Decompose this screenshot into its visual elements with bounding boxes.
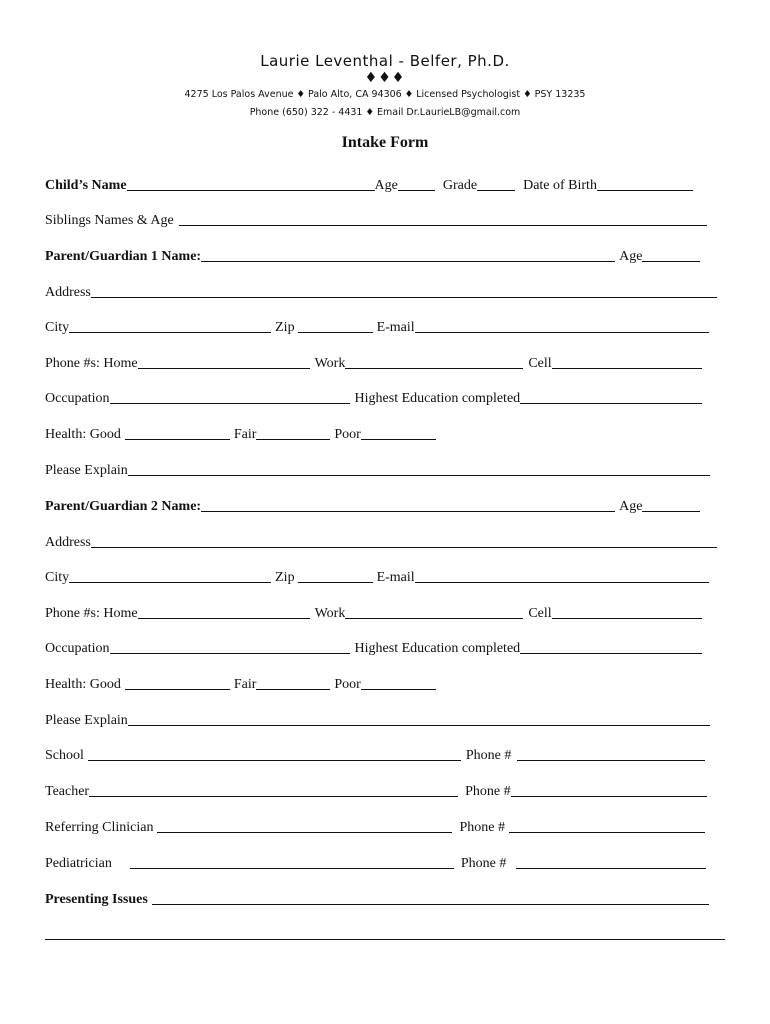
parent1-poor-label: Poor bbox=[334, 427, 361, 442]
row-referring-clinician bbox=[45, 816, 705, 836]
parent1-education-label: Highest Education completed bbox=[354, 391, 521, 406]
parent2-age-field[interactable] bbox=[642, 511, 700, 512]
row-parent1-city bbox=[45, 316, 709, 336]
teacher-phone-label: Phone # bbox=[465, 784, 511, 799]
parent1-occupation-field[interactable] bbox=[110, 403, 350, 404]
teacher-label: Teacher bbox=[45, 784, 90, 799]
parent1-fair-label: Fair bbox=[233, 427, 257, 442]
referring-clinician-field[interactable] bbox=[157, 832, 452, 833]
parent2-name-field[interactable] bbox=[201, 511, 615, 512]
parent1-name-field[interactable] bbox=[201, 261, 615, 262]
row-parent1-phones bbox=[45, 352, 702, 372]
row-parent2-health bbox=[45, 673, 436, 693]
parent1-address-label: Address bbox=[45, 285, 91, 300]
parent1-zip-label: Zip bbox=[275, 320, 295, 335]
row-parent2-explain bbox=[45, 709, 710, 729]
parent1-address-field[interactable] bbox=[91, 297, 717, 298]
presenting-issues-field[interactable] bbox=[152, 904, 709, 905]
parent1-cell-label: Cell bbox=[528, 356, 552, 371]
row-parent1-explain bbox=[45, 459, 710, 479]
row-parent1-address bbox=[45, 281, 717, 301]
row-school bbox=[45, 744, 705, 764]
grade-field[interactable] bbox=[477, 190, 515, 191]
parent2-email-field[interactable] bbox=[415, 582, 709, 583]
school-field[interactable] bbox=[88, 760, 461, 761]
child-age-label: Age bbox=[374, 178, 398, 193]
address-license-line: 4275 Los Palos Avenue ♦ Palo Alto, CA 94306 ♦ Licensed Psychologist ♦ PSY 13235 bbox=[184, 89, 586, 100]
row-parent1-name bbox=[45, 245, 700, 265]
parent2-health-good-field[interactable] bbox=[125, 689, 230, 690]
parent2-phone-home-field[interactable] bbox=[138, 618, 310, 619]
teacher-phone-field[interactable] bbox=[511, 796, 707, 797]
parent2-occupation-field[interactable] bbox=[110, 653, 350, 654]
parent2-age-label: Age bbox=[619, 499, 643, 514]
parent2-city-label: City bbox=[45, 570, 70, 585]
parent1-city-field[interactable] bbox=[69, 332, 271, 333]
parent2-fair-field[interactable] bbox=[256, 689, 330, 690]
practitioner-name: Laurie Leventhal - Belfer, Ph.D. bbox=[260, 52, 510, 70]
parent1-explain-label: Please Explain bbox=[45, 463, 128, 478]
pediatrician-field[interactable] bbox=[130, 868, 454, 869]
row-presenting-issues bbox=[45, 888, 709, 908]
teacher-field[interactable] bbox=[89, 796, 458, 797]
parent1-zip-field[interactable] bbox=[298, 332, 373, 333]
row-parent2-occupation bbox=[45, 637, 702, 657]
parent1-health-good-field[interactable] bbox=[125, 439, 230, 440]
parent1-age-label: Age bbox=[619, 249, 643, 264]
parent2-address-field[interactable] bbox=[91, 547, 717, 548]
contact-line: Phone (650) 322 - 4431 ♦ Email Dr.LaurieLB@gmail.com bbox=[249, 107, 521, 118]
childs-name-label: Child’s Name bbox=[45, 178, 127, 193]
childs-name-field[interactable] bbox=[127, 190, 375, 191]
parent1-health-good-label: Health: Good bbox=[45, 427, 121, 442]
parent2-occupation-label: Occupation bbox=[45, 641, 110, 656]
parent2-city-field[interactable] bbox=[69, 582, 271, 583]
parent2-education-label: Highest Education completed bbox=[354, 641, 521, 656]
siblings-label: Siblings Names & Age bbox=[45, 213, 174, 228]
parent1-education-field[interactable] bbox=[520, 403, 702, 404]
parent1-age-field[interactable] bbox=[642, 261, 700, 262]
parent2-poor-label: Poor bbox=[334, 677, 361, 692]
grade-label: Grade bbox=[442, 178, 478, 193]
parent2-work-label: Work bbox=[314, 606, 346, 621]
parent1-phone-home-label: Phone #s: Home bbox=[45, 356, 138, 371]
pediatrician-phone-field[interactable] bbox=[516, 868, 706, 869]
parent1-email-label: E-mail bbox=[376, 320, 415, 335]
row-child-info bbox=[45, 174, 693, 194]
parent1-poor-field[interactable] bbox=[361, 439, 436, 440]
school-phone-label: Phone # bbox=[465, 748, 512, 763]
parent1-work-label: Work bbox=[314, 356, 346, 371]
parent2-cell-label: Cell bbox=[528, 606, 552, 621]
form-title: Intake Form bbox=[341, 134, 429, 151]
row-parent2-address bbox=[45, 531, 717, 551]
school-label: School bbox=[45, 748, 84, 763]
parent2-poor-field[interactable] bbox=[361, 689, 436, 690]
parent2-cell-field[interactable] bbox=[552, 618, 702, 619]
date-of-birth-field[interactable] bbox=[597, 190, 693, 191]
row-parent1-health bbox=[45, 423, 436, 443]
presenting-issues-continuation-line[interactable] bbox=[45, 939, 725, 940]
parent2-phone-home-label: Phone #s: Home bbox=[45, 606, 138, 621]
pediatrician-label: Pediatrician bbox=[45, 856, 112, 871]
parent2-address-label: Address bbox=[45, 535, 91, 550]
parent2-explain-field[interactable] bbox=[128, 725, 710, 726]
row-parent2-city bbox=[45, 566, 709, 586]
parent2-zip-label: Zip bbox=[275, 570, 295, 585]
diamond-ornament: ♦♦♦ bbox=[364, 70, 406, 86]
parent2-fair-label: Fair bbox=[233, 677, 257, 692]
parent2-explain-label: Please Explain bbox=[45, 713, 128, 728]
presenting-issues-label: Presenting Issues bbox=[45, 892, 148, 907]
row-parent1-occupation bbox=[45, 387, 702, 407]
row-pediatrician bbox=[45, 852, 706, 872]
row-siblings bbox=[45, 209, 707, 229]
parent2-zip-field[interactable] bbox=[298, 582, 373, 583]
siblings-field[interactable] bbox=[179, 225, 707, 226]
row-parent2-name bbox=[45, 495, 700, 515]
parent1-cell-field[interactable] bbox=[552, 368, 702, 369]
date-of-birth-label: Date of Birth bbox=[523, 178, 597, 193]
parent2-education-field[interactable] bbox=[520, 653, 702, 654]
clinician-phone-label: Phone # bbox=[459, 820, 505, 835]
parent1-phone-home-field[interactable] bbox=[138, 368, 310, 369]
parent1-occupation-label: Occupation bbox=[45, 391, 110, 406]
school-phone-field[interactable] bbox=[517, 760, 705, 761]
referring-clinician-label: Referring Clinician bbox=[45, 820, 154, 835]
parent1-work-field[interactable] bbox=[345, 368, 523, 369]
parent2-health-good-label: Health: Good bbox=[45, 677, 121, 692]
parent1-explain-field[interactable] bbox=[128, 475, 710, 476]
parent1-city-label: City bbox=[45, 320, 70, 335]
parent1-name-label: Parent/Guardian 1 Name: bbox=[45, 249, 202, 264]
row-parent2-phones bbox=[45, 602, 702, 622]
clinician-phone-field[interactable] bbox=[509, 832, 705, 833]
child-age-field[interactable] bbox=[398, 190, 435, 191]
parent1-email-field[interactable] bbox=[415, 332, 709, 333]
row-teacher bbox=[45, 780, 707, 800]
pediatrician-phone-label: Phone # bbox=[460, 856, 507, 871]
parent2-email-label: E-mail bbox=[376, 570, 415, 585]
parent1-fair-field[interactable] bbox=[256, 439, 330, 440]
parent2-name-label: Parent/Guardian 2 Name: bbox=[45, 499, 202, 514]
parent2-work-field[interactable] bbox=[345, 618, 523, 619]
